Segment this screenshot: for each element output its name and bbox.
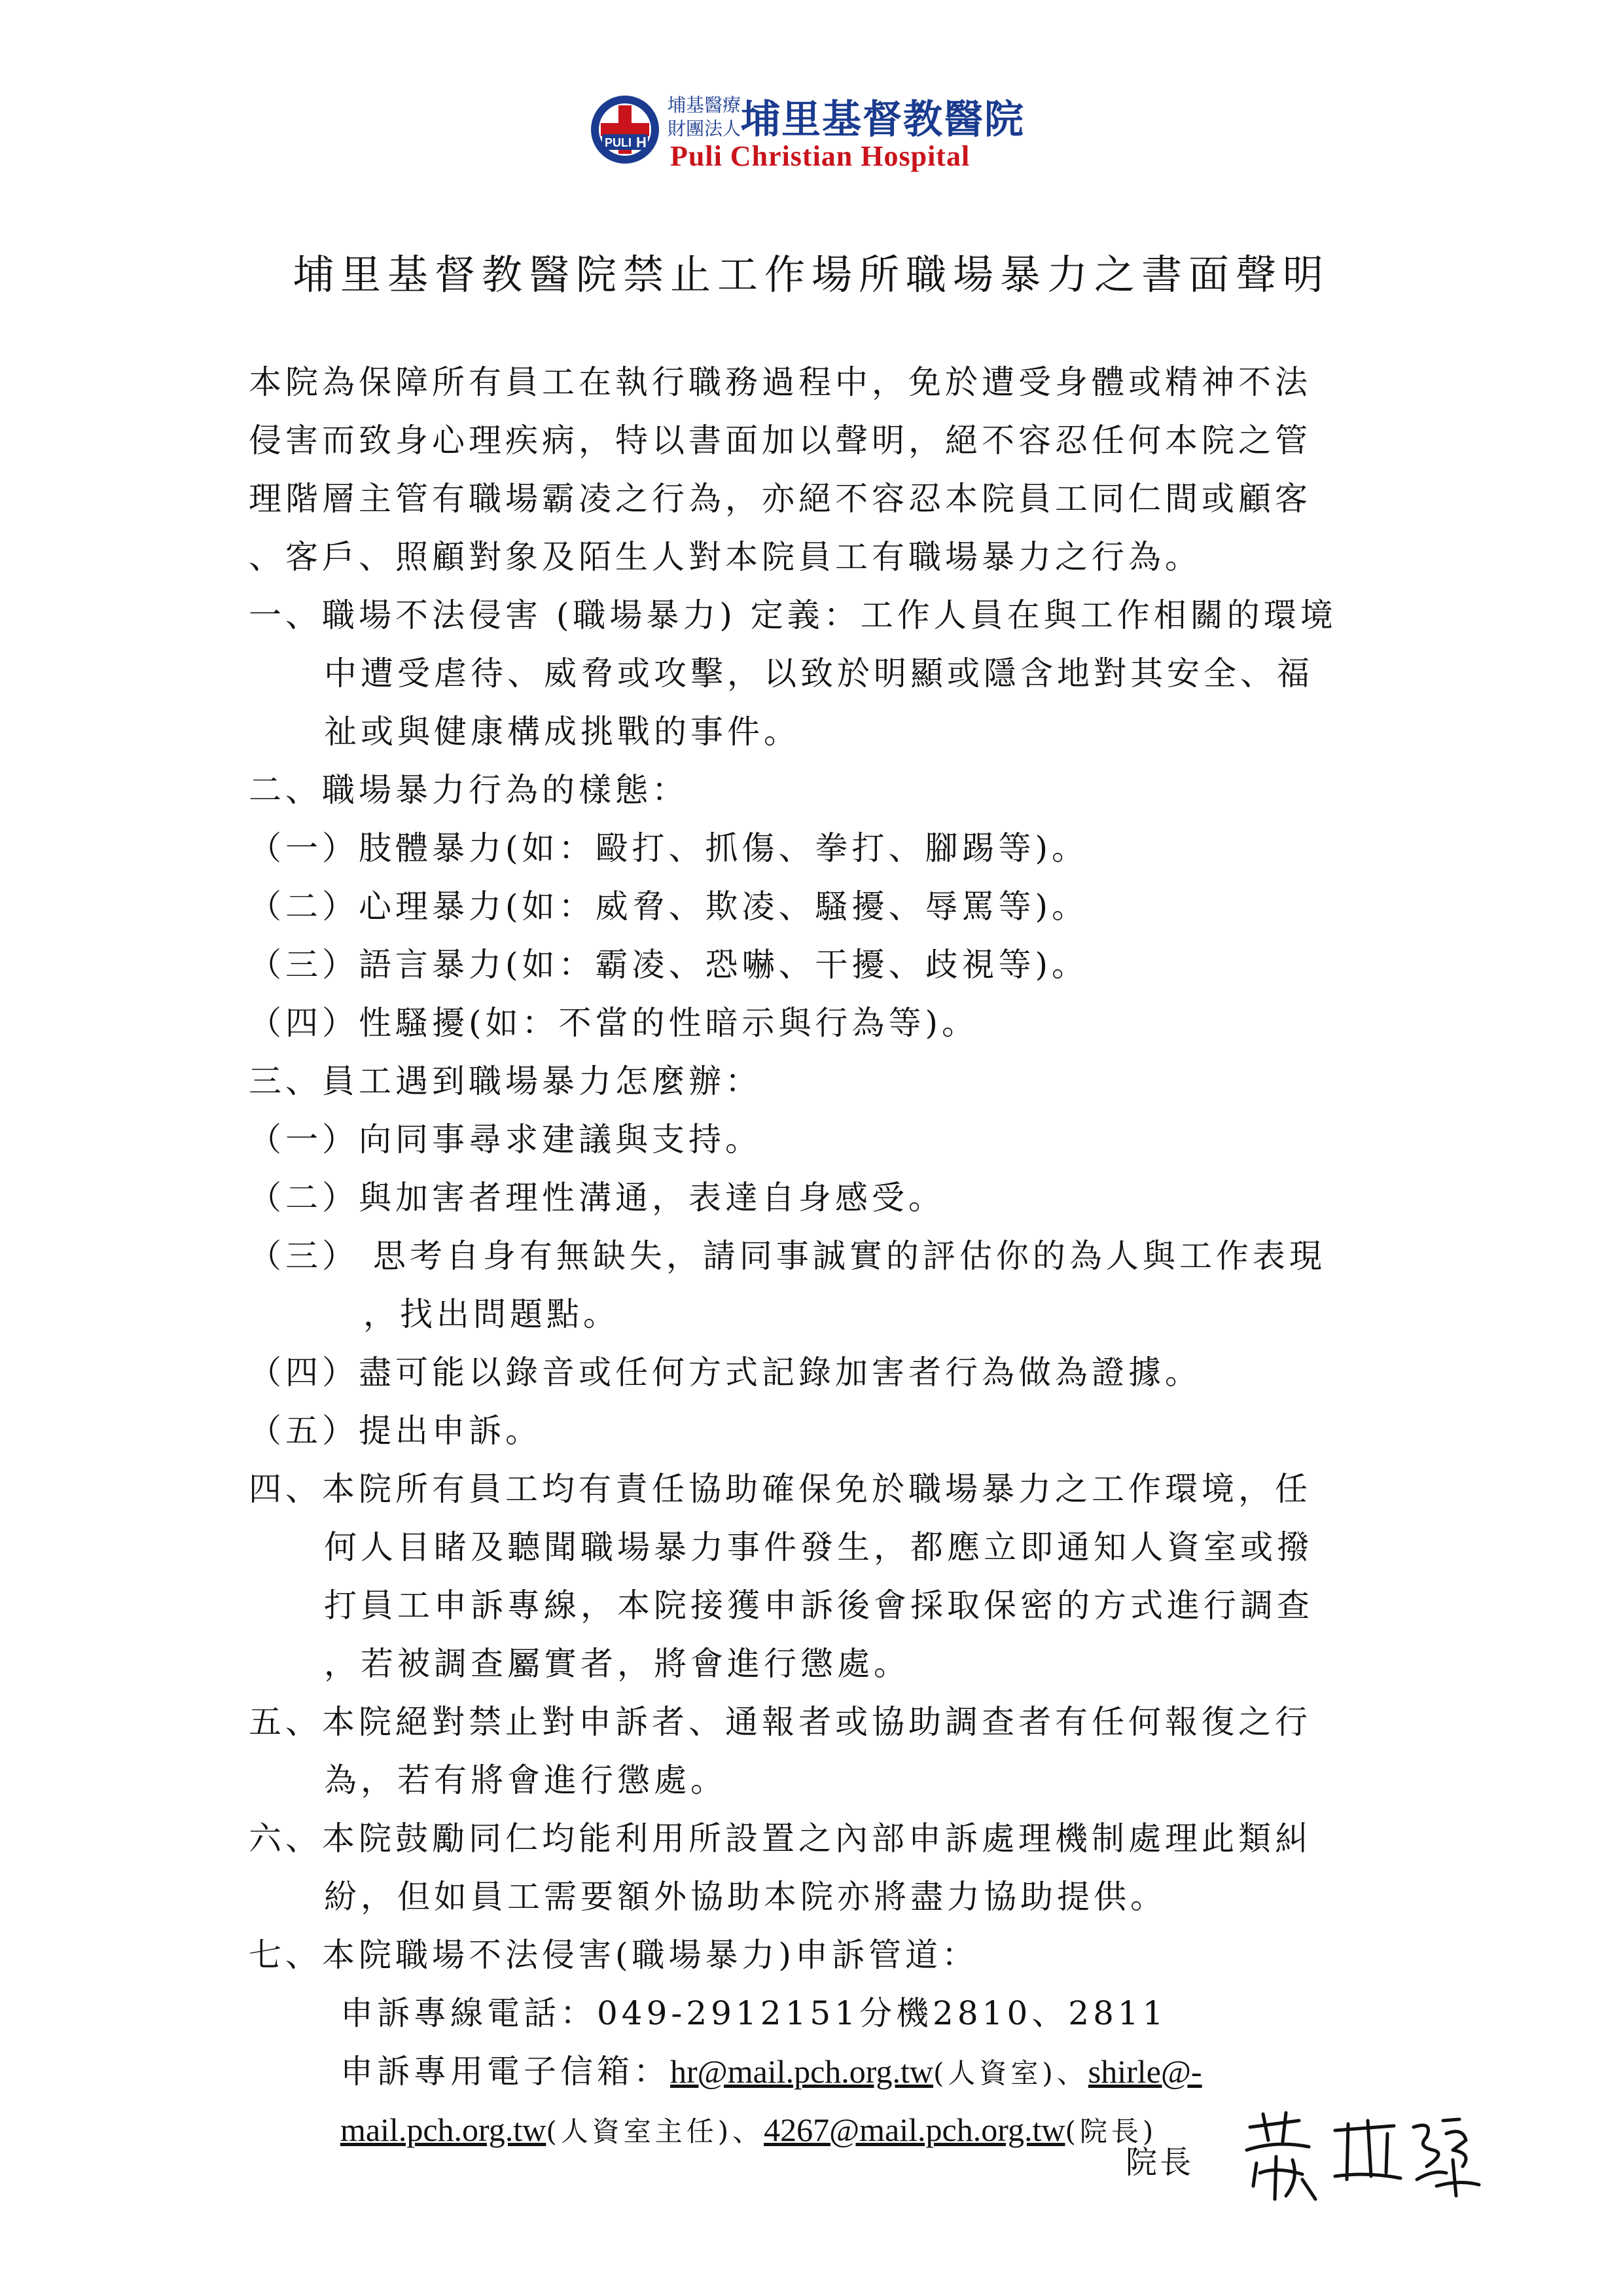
section-1-line: 中遭受虐待、威脅或攻擊，以致於明顯或隱含地對其安全、福: [324, 655, 1313, 692]
email-label: 申訴專用電子信箱：: [340, 2053, 670, 2090]
email-note-superintendent: (院長): [1065, 2115, 1158, 2147]
hospital-name-zh: 埔里基督教醫院: [741, 97, 1025, 143]
letterhead: [589, 88, 1047, 173]
section-2-heading: 二、職場暴力行為的樣態：: [249, 771, 688, 809]
section-5-line: 五、本院絕對禁止對申訴者、通報者或協助調查者有任何報復之行: [249, 1703, 1311, 1741]
document-body: [249, 353, 1374, 2159]
hospital-logo-icon: [589, 94, 661, 166]
section-3-item: （一）向同事尋求建議與支持。: [249, 1121, 762, 1158]
signature-title: 院長: [1126, 2144, 1194, 2181]
section-3-item: （三） 思考自身有無缺失，請同事誠實的評估你的為人與工作表現: [249, 1237, 1326, 1275]
logo-letter: H: [636, 134, 647, 151]
section-1-line: 祉或與健康構成挑戰的事件。: [324, 713, 800, 751]
section-2: [249, 761, 1374, 1052]
org-line-1: 埔基醫療: [668, 94, 741, 116]
section-5-line: 為，若有將會進行懲處。: [324, 1761, 727, 1799]
section-2-item: （四）性騷擾(如：不當的性暗示與行為等)。: [249, 1004, 979, 1042]
section-3-heading: 三、員工遇到職場暴力怎麼辦：: [249, 1062, 762, 1100]
hospital-name-en: Puli Christian Hospital: [670, 140, 971, 172]
section-3-item: （四）盡可能以錄音或任何方式記錄加害者行為做為證據。: [249, 1354, 1202, 1391]
email-link-hr-director-part2[interactable]: mail.pch.org.tw: [340, 2111, 546, 2148]
section-3: [249, 1052, 1374, 1460]
section-5: [249, 1693, 1374, 1810]
section-7-heading: 七、本院職場不法侵害(職場暴力)申訴管道：: [249, 1936, 979, 1974]
intro-paragraph: [249, 353, 1374, 586]
section-2-item: （三）語言暴力(如：霸凌、恐嚇、干擾、歧視等)。: [249, 946, 1089, 984]
complaint-email-line: [249, 2043, 1374, 2101]
email-link-hr[interactable]: hr@mail.pch.org.tw: [670, 2053, 934, 2090]
handwritten-signature: [1237, 2101, 1486, 2206]
section-6-line: 紛，但如員工需要額外協助本院亦將盡力協助提供。: [324, 1878, 1167, 1916]
document-title: 埔里基督教醫院禁止工作場所職場暴力之書面聲明: [293, 251, 1330, 298]
section-4-line: ，若被調查屬實者，將會進行懲處。: [324, 1645, 910, 1683]
section-4-line: 四、本院所有員工均有責任協助確保免於職場暴力之工作環境，任: [249, 1470, 1311, 1508]
section-1-line: 一、職場不法侵害 (職場暴力) 定義：工作人員在與工作相關的環境: [249, 596, 1337, 634]
section-3-item-continued: ，找出問題點。: [363, 1295, 620, 1333]
section-2-item: （二）心理暴力(如：威脅、欺凌、騷擾、辱罵等)。: [249, 888, 1089, 925]
logo-text: PULI: [605, 136, 632, 149]
section-4-line: 何人目睹及聽聞職場暴力事件發生，都應立即通知人資室或撥: [324, 1528, 1313, 1566]
section-2-item: （一）肢體暴力(如：毆打、抓傷、拳打、腳踢等)。: [249, 829, 1089, 867]
section-3-item: （五）提出申訴。: [249, 1412, 542, 1450]
section-1: [249, 586, 1374, 761]
org-line-2: 財團法人: [668, 118, 741, 139]
complaint-phone: 申訴專線電話：049-2912151分機2810、2811: [340, 1994, 1168, 2032]
intro-line: 侵害而致身心理疾病，特以書面加以聲明，絕不容忍任何本院之管: [249, 422, 1311, 459]
section-6: [249, 1810, 1374, 1926]
intro-line: 本院為保障所有員工在執行職務過程中，免於遭受身體或精神不法: [249, 363, 1311, 401]
section-3-item: （二）與加害者理性溝通，表達自身感受。: [249, 1179, 945, 1217]
signature-block: [1126, 2101, 1492, 2206]
email-note-hr: (人資室)、: [933, 2057, 1088, 2089]
email-link-superintendent[interactable]: 4267@mail.pch.org.tw: [764, 2111, 1065, 2148]
org-label: [668, 94, 741, 141]
section-4-line: 打員工申訴專線，本院接獲申訴後會採取保密的方式進行調查: [324, 1587, 1313, 1624]
section-6-line: 六、本院鼓勵同仁均能利用所設置之內部申訴處理機制處理此類糾: [249, 1820, 1311, 1857]
email-note-hr-director: (人資室主任)、: [546, 2115, 764, 2147]
intro-line: 、客戶、照顧對象及陌生人對本院員工有職場暴力之行為。: [249, 538, 1202, 576]
section-4: [249, 1460, 1374, 1693]
email-link-hr-director-part1[interactable]: shirle@-: [1088, 2053, 1202, 2090]
intro-line: 理階層主管有職場霸凌之行為，亦絕不容忍本院員工同仁間或顧客: [249, 480, 1311, 518]
